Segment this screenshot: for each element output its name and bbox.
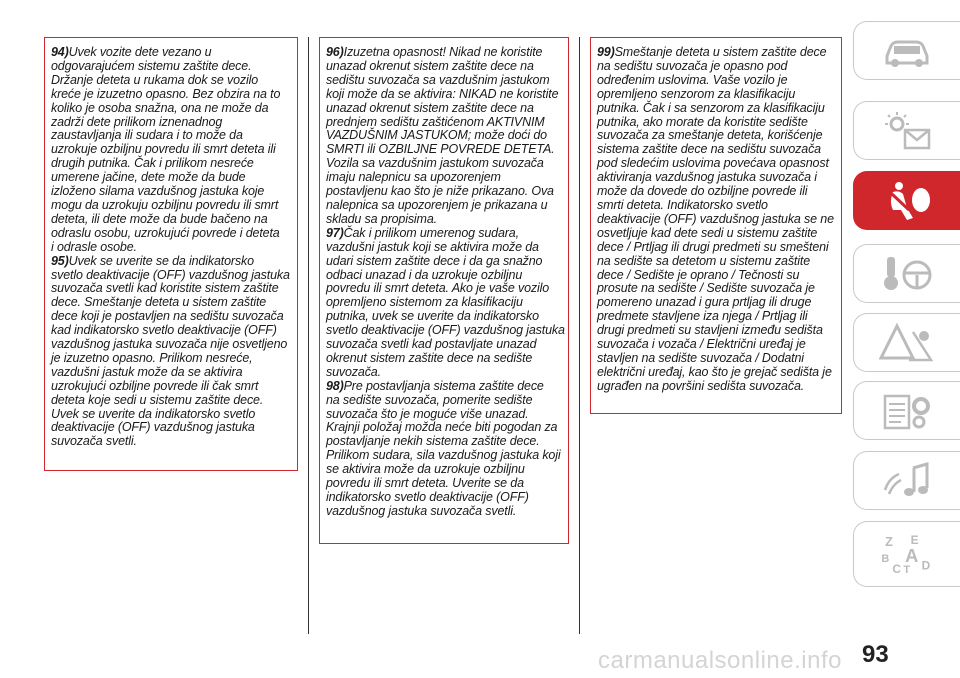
text-line: povredu ili smrt deteta. Uverite se da	[326, 476, 524, 491]
text-line: Vozila sa vazdušnim jastukom suvozača	[326, 156, 544, 171]
text-line: postavljanje nekih sistema zaštite dece.	[326, 434, 540, 449]
text-line: uzrokujući ozbiljne povrede ili čak smrt	[51, 378, 259, 393]
index-letters-icon	[879, 533, 935, 575]
tab-emergency[interactable]	[853, 313, 960, 372]
text-line: opremljeno senzorom za klasifikaciju	[597, 86, 796, 101]
text-line: putnika, ako morate da koristite sedište	[597, 114, 808, 129]
text-line: se aktivira može da uzrokuje ozbiljnu	[326, 462, 525, 477]
text-line: suvozača svetli kad postavljate unazad	[326, 337, 537, 352]
text-line: indikatorsko svetlo deaktivacije (OFF)	[326, 490, 529, 504]
tab-dashboard-lights[interactable]	[853, 101, 960, 160]
text-line: smrti deteta. Indikatorsko svetlo	[597, 197, 768, 212]
text-line: kad indikatorsko svetlo deaktivacije (OFF)	[51, 323, 277, 338]
text-line: predmete stavljene iza njega / Prtljag ili	[597, 309, 808, 324]
text-line: deaktivacije (OFF) vazdušnog jastuka se ne	[597, 211, 834, 226]
text-line: suvozača.	[326, 364, 381, 379]
note-number: 94)	[51, 45, 69, 59]
index-letter: C	[892, 562, 901, 575]
paragraph-99	[591, 46, 841, 394]
text-line: imaju nalepnicu sa upozorenjem	[326, 170, 501, 185]
text-line: postavljenu kao što je niže prikazano. Ova	[326, 184, 554, 199]
text-line: umerene jačine, dete može da bude	[51, 170, 246, 185]
text-line: zadrži dete prilikom iznenadnog	[51, 114, 223, 129]
watermark: carmanualsonline.info	[598, 647, 842, 674]
car-icon	[879, 30, 935, 72]
text-line: unazad okrenut sistem zaštite dece na	[326, 100, 534, 115]
text-line: osvetljuje kad dete sedi u sistemu zaštite	[597, 225, 818, 240]
text-line: suvozača za smeštanje deteta, korišćenje	[597, 128, 823, 143]
text-line: deaktivacije (OFF) vazdušnog jastuka	[51, 420, 255, 435]
text-line: dece koji je postavljen na sedištu suvozača	[51, 309, 284, 324]
text-line: putnika, uvek se uverite da indikatorsko	[326, 309, 539, 324]
text-line: svetlo deaktivacije (OFF) vazdušnog jastuka	[51, 267, 290, 282]
text-line: određenim uslovima. Vaše vozilo je	[597, 72, 788, 87]
note-number: 95)	[51, 253, 69, 268]
text-line: VAZDUŠNIM JASTUKOM; može doći do	[326, 128, 547, 143]
key-steering-wheel-icon	[879, 253, 935, 295]
text-line: drugi predmeti su stavljeni između sedišta	[597, 323, 823, 338]
text-line: vazdušni jastuk može da se aktivira	[51, 364, 243, 379]
index-letter: E	[910, 533, 919, 547]
text-line: prednjem sedištu zaštićenom AKTIVNIM	[326, 114, 545, 129]
text-line: drugih putnika. Čak i prilikom nesreće	[51, 156, 254, 171]
text-line: suvozača svetli kad koristite sistem zaštite	[51, 281, 279, 296]
text-line: mogu da uzrokuju ozbiljnu povredu ili smrt	[51, 197, 279, 212]
text-line: zaustavljanja ili sudara i to može da	[51, 128, 243, 143]
text-line: Držanje deteta u rukama dok se vozilo	[51, 72, 259, 87]
text-line: opremljeno sistemom za klasifikaciju	[326, 295, 523, 310]
tab-multimedia[interactable]	[853, 451, 960, 510]
text-line: dece / Prtljag ili drugi predmeti su smešteni	[597, 239, 829, 254]
text-line: Uvek vozite dete vezano u	[68, 45, 212, 59]
airbag-seatbelt-icon	[879, 180, 935, 222]
tab-car[interactable]	[853, 21, 960, 80]
paragraph-94	[45, 46, 297, 255]
text-line: i odrasle osobe.	[51, 239, 137, 254]
text-line: Pre postavljanja sistema zaštite dece	[343, 378, 544, 393]
text-line: pod sledećim uslovima povećava opasnost	[597, 156, 829, 171]
text-line: deteta koje sedi u sistemu zaštite dece.	[51, 392, 264, 407]
text-line: Prilikom sudara, sila vazdušnog jastuka koji	[326, 448, 561, 463]
text-line: vazdušni jastuk koji se aktivira može da	[326, 239, 539, 254]
paragraph-97	[320, 227, 568, 380]
tab-maintenance[interactable]	[853, 381, 960, 440]
tab-index[interactable]	[853, 521, 960, 587]
text-line: suvozača svetli.	[51, 434, 137, 449]
text-line: uzrokuje ozbiljnu povredu ili smrt deteta ili	[51, 142, 276, 157]
text-line: skladu sa propisima.	[326, 211, 437, 226]
multimedia-music-icon	[879, 460, 935, 502]
text-line: Uvek se uverite da indikatorsko svetlo	[51, 406, 256, 421]
paragraph-96	[320, 46, 568, 227]
text-line: svetlo deaktivacije (OFF) vazdušnog jastuka	[326, 323, 565, 338]
text-line: unazad okrenut sistem zaštite dece na	[326, 58, 534, 73]
text-line: deteta, ili dete može da bude bačeno na	[51, 211, 268, 226]
dashboard-lights-icon	[879, 110, 935, 152]
index-letter: A	[905, 545, 919, 567]
text-line: stavljen na sedište suvozača / Dodatni	[597, 350, 804, 365]
text-line: koliko je osoba snažna, ona ne može da	[51, 100, 269, 115]
text-line: nalepnica sa upozorenjem je prikazana u	[326, 197, 548, 212]
text-line: koji može da se aktivira: NIKAD ne koristite	[326, 86, 559, 101]
text-line: na sedište sa detetom u sistemu zaštite	[597, 253, 811, 268]
text-line: Izuzetna opasnost! Nikad ne koristite	[343, 45, 543, 59]
text-line: kreće je izuzetno opasno. Bez obzira na to	[51, 86, 281, 101]
text-line: okrenut sistem zaštite dece na sedište	[326, 350, 533, 365]
warning-box-col3	[590, 37, 842, 414]
text-line: na sedištu suvozača je opasno pod	[597, 58, 788, 73]
text-line: dece / Sedište je oprano / Tečnosti su	[597, 267, 800, 282]
text-line: odbaci unazad i da uzrokuje ozbiljnu	[326, 267, 523, 282]
text-line: vazdušnog jastuka suvozača svetli.	[326, 503, 517, 518]
text-line: aktiviranja vazdušnog jastuka suvozača i	[597, 170, 817, 185]
text-line: na sedište suvozača, pomerite sedište	[326, 392, 533, 407]
column-divider	[308, 37, 309, 634]
text-line: Čak i prilikom umerenog sudara,	[343, 225, 519, 240]
note-number: 96)	[326, 45, 344, 59]
page-number: 93	[862, 641, 889, 668]
tab-safety[interactable]	[853, 171, 960, 230]
text-line: sedištu suvozača sa vazdušnim jastukom	[326, 72, 550, 87]
warning-triangle-icon	[879, 322, 935, 364]
text-line: udari sistem zaštite dece i da ga snažno	[326, 253, 543, 268]
text-line: povredu ili smrt deteta. Ako je vaše vozilo	[326, 281, 550, 296]
text-line: ugrađen na površini sedišta suvozača.	[597, 378, 805, 393]
paragraph-95	[45, 255, 297, 450]
text-line: pomereno unazad i gura prtljag ili druge	[597, 295, 812, 310]
text-line: putnika. Čak i sa senzorom za klasifikaciju	[597, 100, 825, 115]
column-divider	[579, 37, 580, 634]
index-letter: Z	[885, 533, 893, 549]
maintenance-gears-icon	[879, 390, 935, 432]
text-line: suvozača i vozača / Električni uređaj je	[597, 337, 806, 352]
text-line: odraslu osobu, uzrokujući povrede i deteta	[51, 225, 280, 240]
text-line: može da dovede do ozbiljne povrede ili	[597, 184, 808, 199]
note-number: 97)	[326, 225, 344, 240]
note-number: 98)	[326, 378, 344, 393]
text-line: izloženo silama vazdušnog jastuka koje	[51, 184, 265, 199]
tab-starting-driving[interactable]	[853, 244, 960, 303]
paragraph-98	[320, 380, 568, 519]
text-line: dece. Smeštanje deteta u sistem zaštite	[51, 295, 267, 310]
text-line: je izuzetno opasno. Prilikom nesreće,	[51, 350, 253, 365]
text-line: odgovarajućem sistemu zaštite dece.	[51, 58, 252, 73]
text-line: Uvek se uverite se da indikatorsko	[68, 253, 254, 268]
text-line: prosute na sedište / Sedište suvozača je	[597, 281, 815, 296]
text-line: električni uređaj, kao što je grejač sedišta je	[597, 364, 832, 379]
warning-box-col2	[319, 37, 569, 544]
index-letter: D	[921, 558, 931, 573]
note-number: 99)	[597, 45, 615, 59]
text-line: suvozača što je moguće više unazad.	[326, 406, 529, 421]
index-letter: B	[881, 553, 890, 566]
text-line: Krajnji položaj možda neće biti pogodan za	[326, 420, 558, 435]
text-line: SMRTI ili OZBILJNE POVREDE DETETA.	[326, 142, 555, 157]
text-line: Smeštanje deteta u sistem zaštite dece	[614, 45, 827, 59]
text-line: vazdušnog jastuka suvozača nije osvetljeno	[51, 337, 288, 352]
text-line: sistema zaštite dece na sedištu suvozača	[597, 142, 821, 157]
warning-box-col1	[44, 37, 298, 471]
index-letter: T	[903, 564, 911, 575]
